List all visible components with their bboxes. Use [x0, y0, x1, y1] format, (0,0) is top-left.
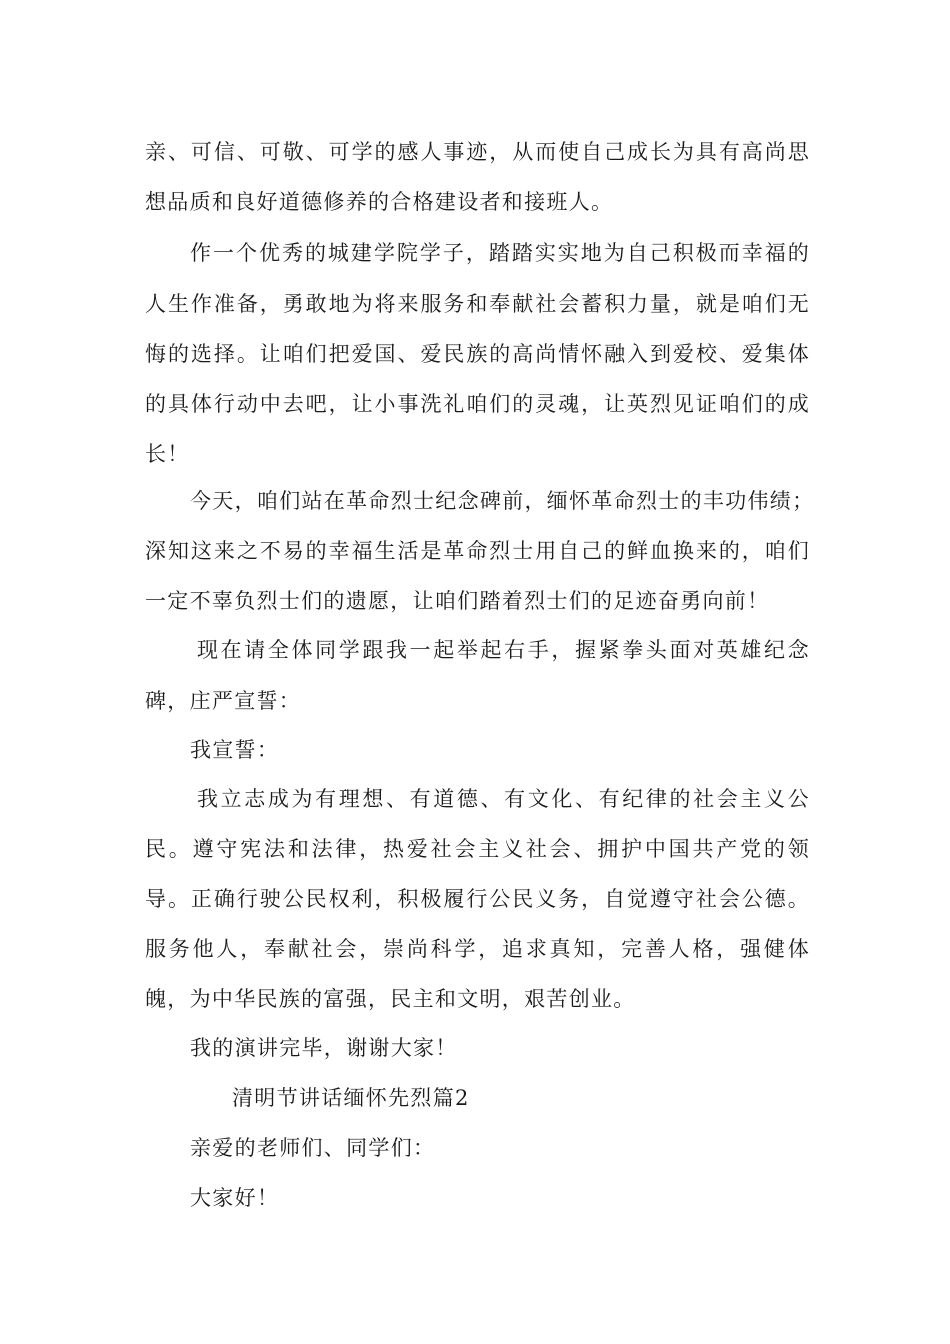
salutation: 亲爱的老师们、同学们：	[190, 1136, 436, 1160]
paragraph-2-line-1: 作一个优秀的城建学院学子，踏踏实实地为自己积极而幸福的	[190, 241, 810, 265]
paragraph-1-line-2: 想品质和良好道德修养的合格建设者和接班人。	[145, 190, 614, 214]
paragraph-6-line-3: 导。正确行驶公民权利，积极履行公民义务，自觉遵守社会公德。	[145, 887, 810, 911]
paragraph-2-line-5: 长！	[145, 442, 190, 466]
paragraph-1-line-1: 亲、可信、可敬、可学的感人事迹，从而使自己成长为具有高尚思	[145, 140, 810, 164]
paragraph-6-line-4: 服务他人，奉献社会，崇尚科学，追求真知，完善人格，强健体	[145, 937, 810, 961]
paragraph-3-line-3: 一定不辜负烈士们的遗愿，让咱们踏着烈士们的足迹奋勇向前！	[145, 589, 770, 613]
paragraph-3-line-1: 今天，咱们站在革命烈士纪念碑前，缅怀革命烈士的丰功伟绩；	[190, 489, 815, 513]
paragraph-4-line-1: 现在请全体同学跟我一起举起右手，握紧拳头面对英雄纪念	[197, 638, 810, 662]
paragraph-5-line-1: 我宣誓：	[190, 738, 280, 762]
paragraph-6-line-5: 魄，为中华民族的富强，民主和文明，艰苦创业。	[145, 987, 636, 1011]
paragraph-6-line-1: 我立志成为有理想、有道德、有文化、有纪律的社会主义公	[197, 787, 810, 811]
paragraph-2-line-3: 悔的选择。让咱们把爱国、爱民族的高尚情怀融入到爱校、爱集体	[145, 342, 810, 366]
paragraph-2-line-2: 人生作准备，勇敢地为将来服务和奉献社会蓄积力量，就是咱们无	[145, 292, 810, 316]
paragraph-6-line-2: 民。遵守宪法和法律，热爱社会主义社会、拥护中国共产党的领	[145, 837, 810, 861]
paragraph-4-line-2: 碑，庄严宣誓：	[145, 689, 302, 713]
section-heading: 清明节讲话缅怀先烈篇2	[232, 1086, 470, 1110]
paragraph-3-line-2: 深知这来之不易的幸福生活是革命烈士用自己的鲜血换来的，咱们	[145, 539, 810, 563]
paragraph-2-line-4: 的具体行动中去吧，让小事洗礼咱们的灵魂，让英烈见证咱们的成	[145, 392, 810, 416]
greeting: 大家好！	[190, 1186, 280, 1210]
paragraph-7-line-1: 我的演讲完毕，谢谢大家！	[190, 1036, 458, 1060]
